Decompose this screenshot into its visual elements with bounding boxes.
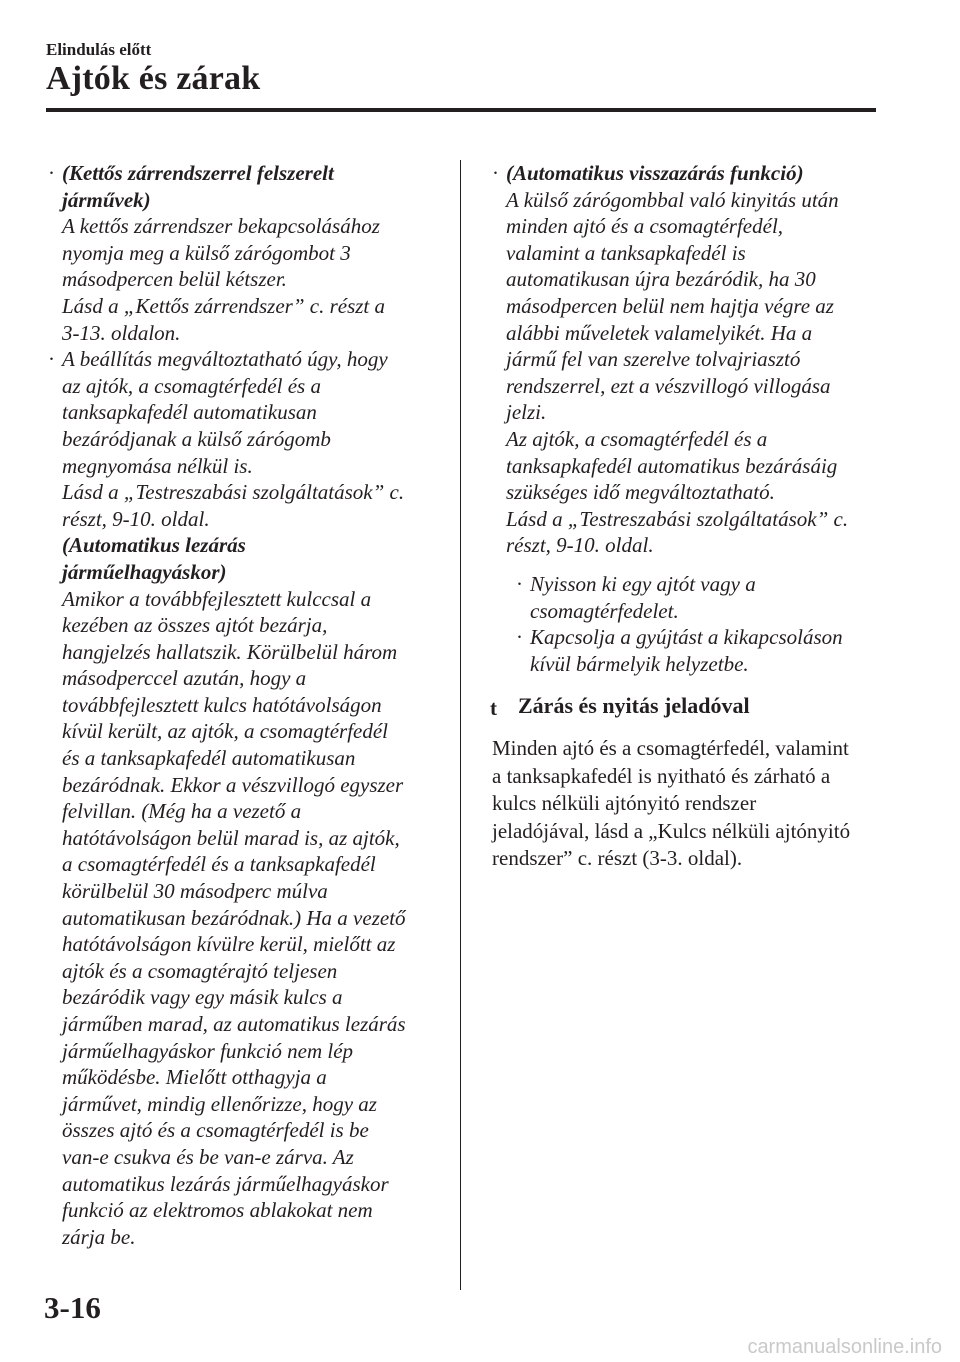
text-line: felvillan. (Még ha a vezető a <box>62 799 302 824</box>
text-line: járműelhagyáskor funkció nem lép <box>62 1038 354 1063</box>
text-line: rendszerrel, ezt a vészvillogó villogása <box>506 373 831 398</box>
text-line: bezáródnak. Ekkor a vészvillogó egyszer <box>62 772 404 797</box>
bullet-icon: · <box>516 625 523 650</box>
text-line: funkció az elektromos ablakokat nem <box>62 1198 373 1223</box>
text-line: van-e csukva és be van-e zárva. Az <box>62 1144 354 1169</box>
text-line: zárja be. <box>62 1224 136 1249</box>
text-line: járműelhagyáskor) <box>62 559 227 584</box>
text-line: Minden ajtó és a csomagtérfedél, valamint <box>492 736 849 761</box>
text-line: összes ajtó és a csomagtérfedél is be <box>62 1118 369 1143</box>
text-line: másodpercen belül kétszer. <box>62 267 287 292</box>
block-body <box>506 187 892 559</box>
block-heading <box>62 532 448 585</box>
text-line: a tanksapkafedél is nyitható és zárható a <box>492 763 831 788</box>
sub-list <box>492 571 892 677</box>
list-item <box>492 571 892 624</box>
text-line: (Kettős zárrendszerrel felszerelt <box>62 161 334 185</box>
text-line: járműben marad, az automatikus lezárás <box>62 1012 406 1036</box>
bullet-icon: · <box>516 571 523 596</box>
page-number: 3-16 <box>44 1290 101 1325</box>
text-line: kulcs nélküli ajtónyitó rendszer <box>492 791 757 816</box>
text-line: Lásd a „Testreszabási szolgáltatások” c. <box>506 506 849 531</box>
right-column <box>492 160 892 894</box>
list-item <box>492 624 892 677</box>
text-line: csomagtérfedelet. <box>530 598 679 623</box>
text-line: hatótávolságon kívülre kerül, mielőtt az <box>62 932 396 957</box>
text-line: (Automatikus lezárás <box>62 533 246 558</box>
text-line: szükséges idő megváltoztatható. <box>506 480 775 505</box>
text-line: másodpercen belül nem hajtja végre az <box>506 293 834 318</box>
text-line: bezáródik vagy egy másik kulcs a <box>62 985 343 1010</box>
text-line: Lásd a „Testreszabási szolgáltatások” c. <box>62 480 405 505</box>
text-line: a csomagtérfedél és a tanksapkafedél <box>62 852 376 877</box>
bullet-icon: · <box>492 161 499 185</box>
text-line: jeladójával, lásd a „Kulcs nélküli ajtónyitó <box>492 818 851 843</box>
text-line: hangjelzés hallatszik. Körülbelül három <box>62 639 398 664</box>
text-line: kezében az összes ajtót bezárja, <box>62 613 328 638</box>
text-line: az ajtók, a csomagtérfedél és a <box>62 373 321 398</box>
text-line: jármű fel van szerelve tolvajriasztó <box>506 347 801 372</box>
text-line: jelzi. <box>506 400 547 425</box>
text-line: kívül került, az ajtók, a csomagtérfedél <box>62 719 389 744</box>
text-line: Amikor a továbbfejlesztett kulccsal a <box>62 586 372 611</box>
block-heading: (Automatikus visszazárás funkció) <box>506 161 804 185</box>
text-line: Az ajtók, a csomagtérfedél és a <box>506 426 768 451</box>
text-line: rendszer” c. részt (3-3. oldal). <box>492 846 743 871</box>
text-line: minden ajtó és a csomagtérfedél, <box>506 214 784 239</box>
text-line: járművet, mindig ellenőrizze, hogy az <box>62 1091 377 1116</box>
text-line: automatikusan újra bezáródik, ha 30 <box>506 267 816 292</box>
block-body <box>62 586 448 1251</box>
left-column <box>48 160 448 1250</box>
bullet-icon: · <box>48 161 55 185</box>
text-line: és a tanksapkafedél automatikusan <box>62 746 356 771</box>
chapter-label: Elindulás előtt <box>46 40 152 59</box>
section-body <box>492 735 892 873</box>
header-rule <box>46 108 876 112</box>
text-line: ajtók és a csomagtérajtó teljesen <box>62 958 338 983</box>
bullet-icon: · <box>48 347 55 372</box>
text-line: megnyomása nélkül is. <box>62 453 253 478</box>
column-divider <box>460 160 461 1290</box>
list-item <box>48 346 448 1250</box>
text-line: részt, 9-10. oldal. <box>506 533 654 558</box>
block-body <box>62 346 448 532</box>
section-marker-icon: t <box>490 696 497 721</box>
text-line: körülbelül 30 másodperc múlva <box>62 879 328 904</box>
text-line: kívül bármelyik helyzetbe. <box>530 651 749 676</box>
text-line: tanksapkafedél automatikus bezárásáig <box>506 453 838 478</box>
block-body <box>62 213 448 346</box>
text-line: tanksapkafedél automatikusan <box>62 400 317 425</box>
text-line: bezáródjanak a külső zárógomb <box>62 426 331 451</box>
section-heading <box>492 691 892 721</box>
text-line: hatótávolságon belül marad is, az ajtók, <box>62 825 400 850</box>
list-item <box>492 160 892 559</box>
list-item <box>48 160 448 346</box>
text-line: automatikus lezárás járműelhagyáskor <box>62 1171 389 1196</box>
text-line: részt, 9-10. oldal. <box>62 506 210 531</box>
block-heading <box>62 160 448 213</box>
text-line: 3-13. oldalon. <box>62 320 181 345</box>
text-line: járművek) <box>62 187 151 212</box>
section-heading-text: Zárás és nyitás jeladóval <box>518 693 750 719</box>
watermark: carmanualsonline.info <box>747 1336 942 1358</box>
text-line: A beállítás megváltoztatható úgy, hogy <box>62 347 388 372</box>
text-line: nyomja meg a külső zárógombot 3 <box>62 240 351 265</box>
text-line: Nyisson ki egy ajtót vagy a <box>530 571 756 596</box>
text-line: működésbe. Mielőtt otthagyja a <box>62 1065 327 1090</box>
text-line: A kettős zárrendszer bekapcsolásához <box>62 214 380 239</box>
page-title: Ajtók és zárak <box>46 60 261 97</box>
text-line: Lásd a „Kettős zárrendszer” c. részt a <box>62 293 386 318</box>
text-line: automatikusan bezáródnak.) Ha a vezető <box>62 905 406 930</box>
text-line: Kapcsolja a gyújtást a kikapcsoláson <box>530 625 843 650</box>
text-line: valamint a tanksapkafedél is <box>506 240 746 265</box>
text-line: továbbfejlesztett kulcs hatótávolságon <box>62 692 382 717</box>
text-line: alábbi műveletek valamelyikét. Ha a <box>506 320 813 345</box>
text-line: A külső zárógombbal való kinyitás után <box>506 187 839 212</box>
text-line: másodperccel azután, hogy a <box>62 666 307 691</box>
